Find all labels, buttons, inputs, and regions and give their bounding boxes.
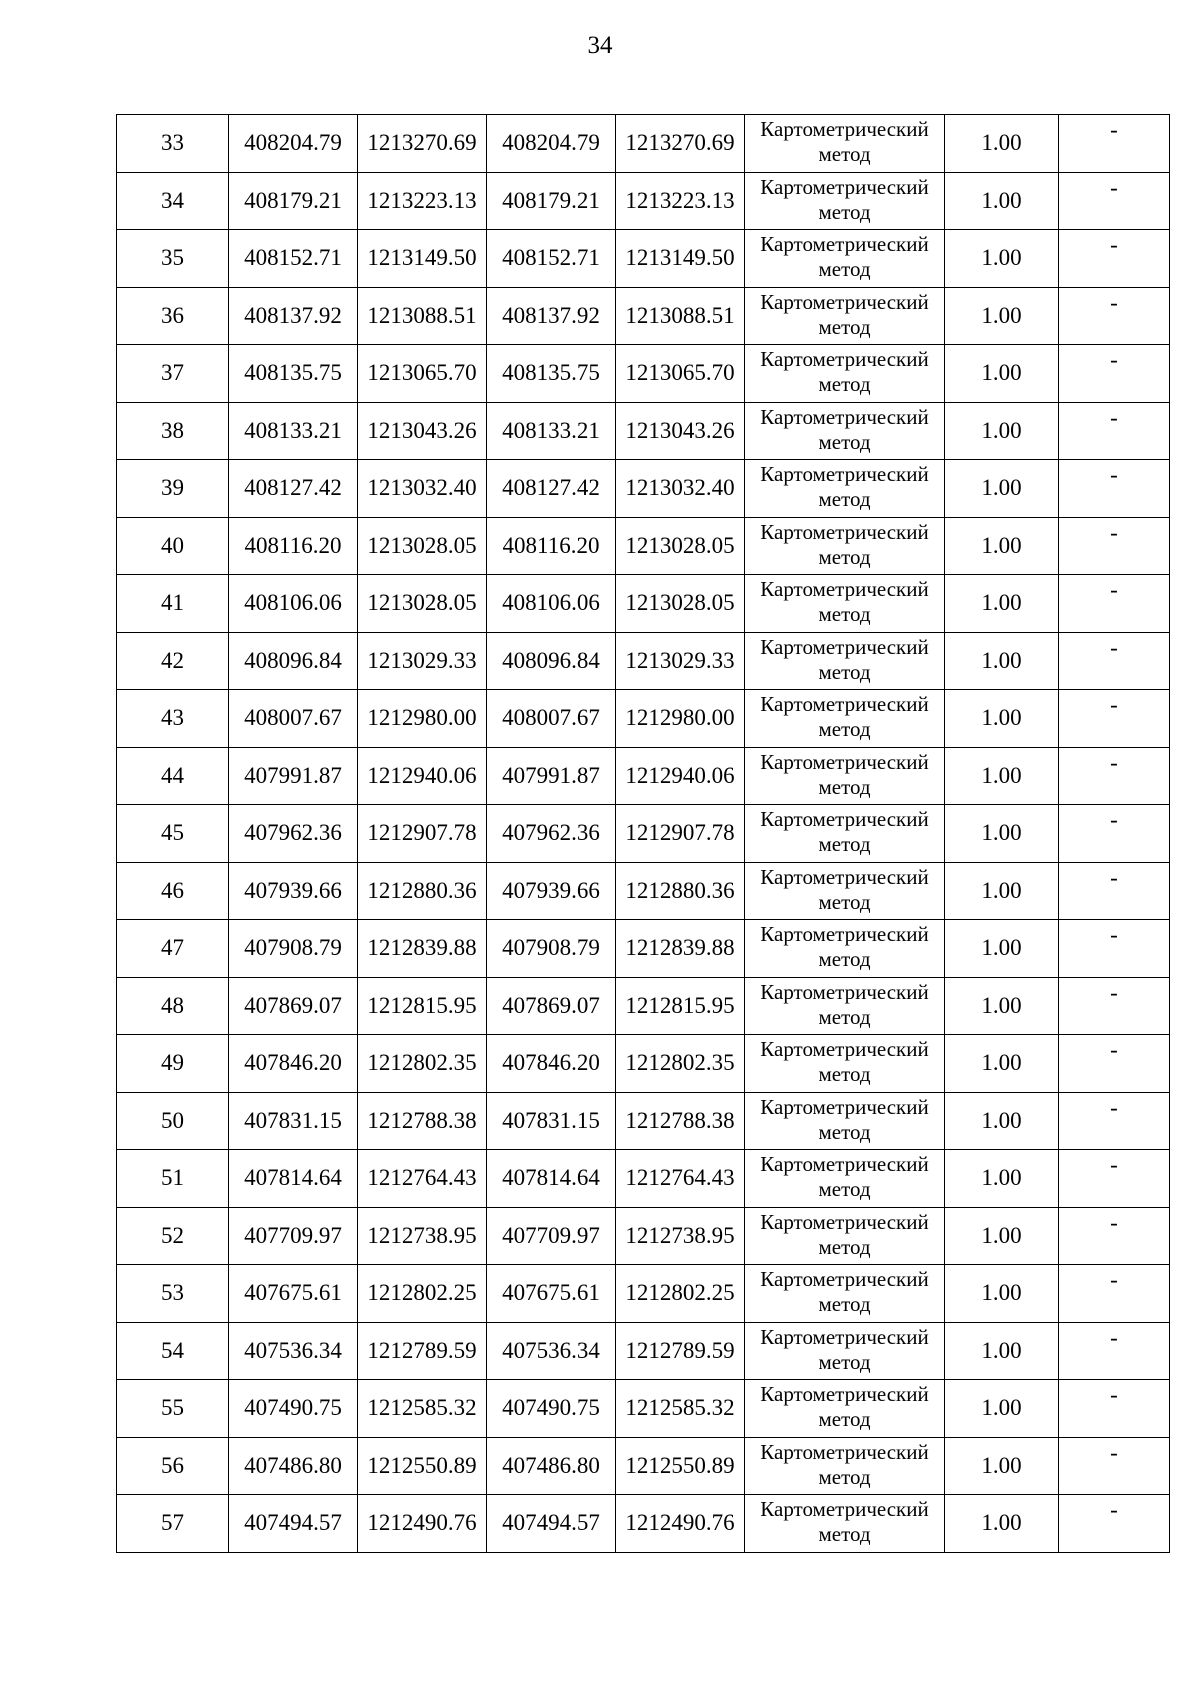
method-cell: Картометрический метод xyxy=(745,1092,945,1150)
x-existing-cell: 407846.20 xyxy=(229,1035,358,1093)
point-number-cell: 56 xyxy=(117,1437,229,1495)
x-refined-cell: 407908.79 xyxy=(487,920,616,978)
x-refined-cell: 407869.07 xyxy=(487,977,616,1035)
point-number-cell: 42 xyxy=(117,632,229,690)
x-existing-cell: 407908.79 xyxy=(229,920,358,978)
x-refined-cell: 407991.87 xyxy=(487,747,616,805)
x-refined-cell: 408179.21 xyxy=(487,172,616,230)
method-cell: Картометрический метод xyxy=(745,460,945,518)
point-number-cell: 47 xyxy=(117,920,229,978)
x-refined-cell: 408133.21 xyxy=(487,402,616,460)
x-refined-cell: 407962.36 xyxy=(487,805,616,863)
method-cell: Картометрический метод xyxy=(745,172,945,230)
x-refined-cell: 408096.84 xyxy=(487,632,616,690)
point-number-cell: 49 xyxy=(117,1035,229,1093)
y-refined-cell: 1212802.25 xyxy=(616,1265,745,1323)
note-cell: - xyxy=(1059,1207,1170,1265)
method-cell: Картометрический метод xyxy=(745,690,945,748)
method-cell: Картометрический метод xyxy=(745,115,945,173)
table-row xyxy=(117,1380,1170,1438)
x-existing-cell: 407962.36 xyxy=(229,805,358,863)
y-refined-cell: 1212839.88 xyxy=(616,920,745,978)
y-refined-cell: 1212980.00 xyxy=(616,690,745,748)
table-body xyxy=(117,115,1170,1553)
y-existing-cell: 1212940.06 xyxy=(358,747,487,805)
y-refined-cell: 1212907.78 xyxy=(616,805,745,863)
point-number-cell: 53 xyxy=(117,1265,229,1323)
point-number-cell: 37 xyxy=(117,345,229,403)
accuracy-cell: 1.00 xyxy=(945,632,1059,690)
x-refined-cell: 407939.66 xyxy=(487,862,616,920)
point-number-cell: 38 xyxy=(117,402,229,460)
y-existing-cell: 1212490.76 xyxy=(358,1495,487,1553)
accuracy-cell: 1.00 xyxy=(945,287,1059,345)
point-number-cell: 54 xyxy=(117,1322,229,1380)
accuracy-cell: 1.00 xyxy=(945,1150,1059,1208)
note-cell: - xyxy=(1059,1380,1170,1438)
y-existing-cell: 1213270.69 xyxy=(358,115,487,173)
x-refined-cell: 408135.75 xyxy=(487,345,616,403)
y-existing-cell: 1213149.50 xyxy=(358,230,487,288)
x-refined-cell: 407675.61 xyxy=(487,1265,616,1323)
point-number-cell: 46 xyxy=(117,862,229,920)
y-refined-cell: 1212550.89 xyxy=(616,1437,745,1495)
x-refined-cell: 408137.92 xyxy=(487,287,616,345)
accuracy-cell: 1.00 xyxy=(945,460,1059,518)
point-number-cell: 41 xyxy=(117,575,229,633)
x-existing-cell: 408137.92 xyxy=(229,287,358,345)
point-number-cell: 33 xyxy=(117,115,229,173)
note-cell: - xyxy=(1059,747,1170,805)
y-existing-cell: 1212788.38 xyxy=(358,1092,487,1150)
note-cell: - xyxy=(1059,805,1170,863)
y-existing-cell: 1213029.33 xyxy=(358,632,487,690)
y-refined-cell: 1212940.06 xyxy=(616,747,745,805)
accuracy-cell: 1.00 xyxy=(945,517,1059,575)
y-existing-cell: 1212550.89 xyxy=(358,1437,487,1495)
method-cell: Картометрический метод xyxy=(745,1380,945,1438)
accuracy-cell: 1.00 xyxy=(945,977,1059,1035)
note-cell: - xyxy=(1059,1035,1170,1093)
table-row xyxy=(117,632,1170,690)
y-existing-cell: 1212738.95 xyxy=(358,1207,487,1265)
accuracy-cell: 1.00 xyxy=(945,1495,1059,1553)
y-existing-cell: 1213223.13 xyxy=(358,172,487,230)
table-row xyxy=(117,402,1170,460)
x-existing-cell: 407991.87 xyxy=(229,747,358,805)
x-existing-cell: 407939.66 xyxy=(229,862,358,920)
point-number-cell: 34 xyxy=(117,172,229,230)
x-existing-cell: 407831.15 xyxy=(229,1092,358,1150)
y-existing-cell: 1213028.05 xyxy=(358,575,487,633)
point-number-cell: 51 xyxy=(117,1150,229,1208)
method-cell: Картометрический метод xyxy=(745,230,945,288)
x-refined-cell: 407486.80 xyxy=(487,1437,616,1495)
accuracy-cell: 1.00 xyxy=(945,575,1059,633)
accuracy-cell: 1.00 xyxy=(945,1322,1059,1380)
accuracy-cell: 1.00 xyxy=(945,862,1059,920)
x-refined-cell: 408204.79 xyxy=(487,115,616,173)
y-refined-cell: 1213032.40 xyxy=(616,460,745,518)
note-cell: - xyxy=(1059,517,1170,575)
point-number-cell: 39 xyxy=(117,460,229,518)
table-row xyxy=(117,115,1170,173)
y-refined-cell: 1212764.43 xyxy=(616,1150,745,1208)
x-existing-cell: 407494.57 xyxy=(229,1495,358,1553)
x-existing-cell: 408096.84 xyxy=(229,632,358,690)
note-cell: - xyxy=(1059,1092,1170,1150)
note-cell: - xyxy=(1059,920,1170,978)
method-cell: Картометрический метод xyxy=(745,1495,945,1553)
x-existing-cell: 408127.42 xyxy=(229,460,358,518)
table-row xyxy=(117,862,1170,920)
y-existing-cell: 1212815.95 xyxy=(358,977,487,1035)
method-cell: Картометрический метод xyxy=(745,402,945,460)
table-row xyxy=(117,230,1170,288)
accuracy-cell: 1.00 xyxy=(945,805,1059,863)
point-number-cell: 35 xyxy=(117,230,229,288)
table-row xyxy=(117,747,1170,805)
method-cell: Картометрический метод xyxy=(745,977,945,1035)
x-existing-cell: 407869.07 xyxy=(229,977,358,1035)
x-refined-cell: 407814.64 xyxy=(487,1150,616,1208)
y-refined-cell: 1212815.95 xyxy=(616,977,745,1035)
x-refined-cell: 408127.42 xyxy=(487,460,616,518)
x-existing-cell: 407675.61 xyxy=(229,1265,358,1323)
y-refined-cell: 1212738.95 xyxy=(616,1207,745,1265)
y-existing-cell: 1212839.88 xyxy=(358,920,487,978)
point-number-cell: 55 xyxy=(117,1380,229,1438)
point-number-cell: 40 xyxy=(117,517,229,575)
note-cell: - xyxy=(1059,977,1170,1035)
y-existing-cell: 1212880.36 xyxy=(358,862,487,920)
note-cell: - xyxy=(1059,460,1170,518)
y-refined-cell: 1213043.26 xyxy=(616,402,745,460)
note-cell: - xyxy=(1059,230,1170,288)
x-existing-cell: 408133.21 xyxy=(229,402,358,460)
table-row xyxy=(117,1437,1170,1495)
y-refined-cell: 1212880.36 xyxy=(616,862,745,920)
method-cell: Картометрический метод xyxy=(745,805,945,863)
table-row xyxy=(117,1092,1170,1150)
y-refined-cell: 1212789.59 xyxy=(616,1322,745,1380)
note-cell: - xyxy=(1059,115,1170,173)
x-existing-cell: 408152.71 xyxy=(229,230,358,288)
table-row xyxy=(117,1035,1170,1093)
coordinates-table xyxy=(116,114,1170,1553)
y-refined-cell: 1212802.35 xyxy=(616,1035,745,1093)
y-refined-cell: 1213029.33 xyxy=(616,632,745,690)
x-existing-cell: 407490.75 xyxy=(229,1380,358,1438)
x-refined-cell: 408106.06 xyxy=(487,575,616,633)
note-cell: - xyxy=(1059,1150,1170,1208)
x-refined-cell: 407709.97 xyxy=(487,1207,616,1265)
y-refined-cell: 1213223.13 xyxy=(616,172,745,230)
method-cell: Картометрический метод xyxy=(745,747,945,805)
y-existing-cell: 1213088.51 xyxy=(358,287,487,345)
y-existing-cell: 1213032.40 xyxy=(358,460,487,518)
y-existing-cell: 1212585.32 xyxy=(358,1380,487,1438)
x-existing-cell: 407486.80 xyxy=(229,1437,358,1495)
x-existing-cell: 408179.21 xyxy=(229,172,358,230)
table-row xyxy=(117,287,1170,345)
y-existing-cell: 1212802.35 xyxy=(358,1035,487,1093)
method-cell: Картометрический метод xyxy=(745,920,945,978)
y-refined-cell: 1213270.69 xyxy=(616,115,745,173)
y-refined-cell: 1213028.05 xyxy=(616,575,745,633)
table-row xyxy=(117,920,1170,978)
method-cell: Картометрический метод xyxy=(745,1265,945,1323)
table-row xyxy=(117,1150,1170,1208)
method-cell: Картометрический метод xyxy=(745,1035,945,1093)
y-existing-cell: 1212980.00 xyxy=(358,690,487,748)
y-existing-cell: 1212802.25 xyxy=(358,1265,487,1323)
x-refined-cell: 407490.75 xyxy=(487,1380,616,1438)
table-row xyxy=(117,460,1170,518)
accuracy-cell: 1.00 xyxy=(945,1035,1059,1093)
note-cell: - xyxy=(1059,1437,1170,1495)
accuracy-cell: 1.00 xyxy=(945,172,1059,230)
accuracy-cell: 1.00 xyxy=(945,1380,1059,1438)
x-existing-cell: 408204.79 xyxy=(229,115,358,173)
note-cell: - xyxy=(1059,345,1170,403)
y-existing-cell: 1213028.05 xyxy=(358,517,487,575)
method-cell: Картометрический метод xyxy=(745,862,945,920)
table-row xyxy=(117,575,1170,633)
point-number-cell: 48 xyxy=(117,977,229,1035)
accuracy-cell: 1.00 xyxy=(945,920,1059,978)
method-cell: Картометрический метод xyxy=(745,345,945,403)
method-cell: Картометрический метод xyxy=(745,575,945,633)
method-cell: Картометрический метод xyxy=(745,1322,945,1380)
x-refined-cell: 407831.15 xyxy=(487,1092,616,1150)
table-row xyxy=(117,345,1170,403)
y-existing-cell: 1213043.26 xyxy=(358,402,487,460)
x-refined-cell: 408152.71 xyxy=(487,230,616,288)
page-number: 34 xyxy=(587,32,613,59)
x-existing-cell: 407536.34 xyxy=(229,1322,358,1380)
method-cell: Картометрический метод xyxy=(745,1437,945,1495)
y-existing-cell: 1212907.78 xyxy=(358,805,487,863)
x-refined-cell: 407494.57 xyxy=(487,1495,616,1553)
x-existing-cell: 407709.97 xyxy=(229,1207,358,1265)
x-existing-cell: 408007.67 xyxy=(229,690,358,748)
accuracy-cell: 1.00 xyxy=(945,1265,1059,1323)
x-existing-cell: 408106.06 xyxy=(229,575,358,633)
x-existing-cell: 407814.64 xyxy=(229,1150,358,1208)
table-row xyxy=(117,1495,1170,1553)
accuracy-cell: 1.00 xyxy=(945,690,1059,748)
accuracy-cell: 1.00 xyxy=(945,230,1059,288)
note-cell: - xyxy=(1059,402,1170,460)
table-row xyxy=(117,690,1170,748)
point-number-cell: 57 xyxy=(117,1495,229,1553)
method-cell: Картометрический метод xyxy=(745,517,945,575)
method-cell: Картометрический метод xyxy=(745,632,945,690)
x-existing-cell: 408135.75 xyxy=(229,345,358,403)
note-cell: - xyxy=(1059,1265,1170,1323)
point-number-cell: 50 xyxy=(117,1092,229,1150)
method-cell: Картометрический метод xyxy=(745,1150,945,1208)
note-cell: - xyxy=(1059,690,1170,748)
y-existing-cell: 1212764.43 xyxy=(358,1150,487,1208)
y-existing-cell: 1213065.70 xyxy=(358,345,487,403)
note-cell: - xyxy=(1059,172,1170,230)
accuracy-cell: 1.00 xyxy=(945,345,1059,403)
table-row xyxy=(117,1322,1170,1380)
accuracy-cell: 1.00 xyxy=(945,1092,1059,1150)
point-number-cell: 43 xyxy=(117,690,229,748)
y-existing-cell: 1212789.59 xyxy=(358,1322,487,1380)
method-cell: Картометрический метод xyxy=(745,287,945,345)
note-cell: - xyxy=(1059,1322,1170,1380)
note-cell: - xyxy=(1059,287,1170,345)
table-row xyxy=(117,1207,1170,1265)
y-refined-cell: 1212490.76 xyxy=(616,1495,745,1553)
note-cell: - xyxy=(1059,575,1170,633)
accuracy-cell: 1.00 xyxy=(945,115,1059,173)
y-refined-cell: 1212585.32 xyxy=(616,1380,745,1438)
x-refined-cell: 407846.20 xyxy=(487,1035,616,1093)
x-existing-cell: 408116.20 xyxy=(229,517,358,575)
table-row xyxy=(117,805,1170,863)
y-refined-cell: 1212788.38 xyxy=(616,1092,745,1150)
note-cell: - xyxy=(1059,1495,1170,1553)
table-row xyxy=(117,977,1170,1035)
point-number-cell: 36 xyxy=(117,287,229,345)
accuracy-cell: 1.00 xyxy=(945,1207,1059,1265)
table-row xyxy=(117,172,1170,230)
x-refined-cell: 408116.20 xyxy=(487,517,616,575)
x-refined-cell: 407536.34 xyxy=(487,1322,616,1380)
x-refined-cell: 408007.67 xyxy=(487,690,616,748)
point-number-cell: 44 xyxy=(117,747,229,805)
accuracy-cell: 1.00 xyxy=(945,747,1059,805)
accuracy-cell: 1.00 xyxy=(945,1437,1059,1495)
note-cell: - xyxy=(1059,632,1170,690)
y-refined-cell: 1213149.50 xyxy=(616,230,745,288)
table-row xyxy=(117,1265,1170,1323)
y-refined-cell: 1213065.70 xyxy=(616,345,745,403)
point-number-cell: 45 xyxy=(117,805,229,863)
note-cell: - xyxy=(1059,862,1170,920)
y-refined-cell: 1213028.05 xyxy=(616,517,745,575)
accuracy-cell: 1.00 xyxy=(945,402,1059,460)
y-refined-cell: 1213088.51 xyxy=(616,287,745,345)
method-cell: Картометрический метод xyxy=(745,1207,945,1265)
table-row xyxy=(117,517,1170,575)
point-number-cell: 52 xyxy=(117,1207,229,1265)
